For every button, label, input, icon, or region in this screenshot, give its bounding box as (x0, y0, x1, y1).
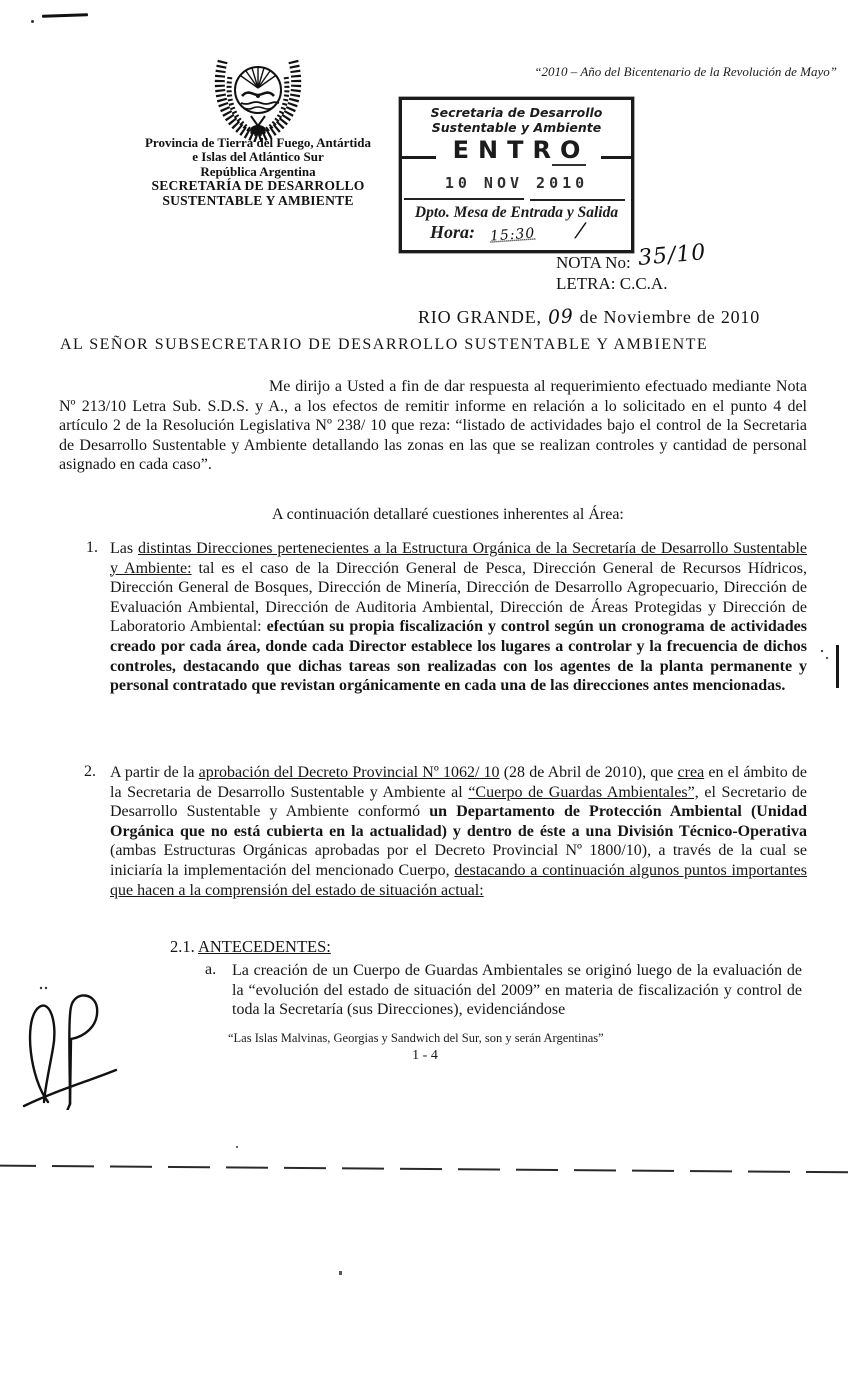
stamp-rule (402, 156, 436, 159)
section-2-1-heading (170, 937, 331, 957)
scan-speck (236, 1146, 238, 1148)
list-item-a (232, 961, 802, 1020)
dateline (418, 306, 760, 328)
list-letter-a: a. (205, 961, 217, 978)
intro-line: A continuación detallaré cuestiones inherentes al Área: (272, 506, 624, 523)
stamp-pen-squiggle: / (575, 217, 586, 243)
stamp-time-handwritten: 15:30 (489, 225, 536, 245)
list-item-2 (110, 763, 807, 900)
pen-dot (31, 20, 34, 23)
stamp-org-line: Sustentable y Ambiente (431, 119, 602, 135)
stamp-org-name (402, 106, 631, 135)
text-segment: A partir de la (110, 764, 199, 781)
letterhead-line: SUSTENTABLE Y AMBIENTE (162, 192, 354, 208)
text-segment: 2.1. (170, 937, 198, 956)
text-segment: en el ámbito de la Secretaria de Desarrollo Sustentable y Ambiente al (110, 764, 808, 801)
list-number-2: 2. (84, 763, 96, 780)
scan-speck (339, 1271, 342, 1275)
footer-quote: “Las Islas Malvinas, Georgias y Sandwich del Sur, son y serán Argentinas” (228, 1031, 604, 1045)
margin-pen-tick (836, 645, 839, 688)
text-segment: un Departamento de Protección Ambiental (Unidad Orgánica que no está cubierta en la actualidad) y dentro de éste a una División Técnico-Operativa (110, 803, 807, 840)
entry-stamp (399, 97, 634, 253)
stamp-entered-word: ENTRO (452, 136, 590, 164)
text-segment: destacando a continuación algunos puntos importantes que hacen a la comprensión del estado de situación actual: (110, 861, 807, 899)
text-segment: “Cuerpo de Guardas Ambientales”, (468, 783, 699, 801)
text-segment: efectúan su propia fiscalización y control según un cronograma de actividades creado por cada área, donde cada Director establece los lugares a controlar y la frecuencia de dichos controles, destacando que dichas tareas son realizadas con los agentes de la planta permanente y personal contratado que revistan orgánicamente en cada una de las direcciones antes mencionadas. (110, 618, 808, 695)
pen-stroke-mark (42, 13, 88, 18)
stamp-rule (601, 156, 631, 159)
letra-line: LETRA: C.C.A. (556, 274, 668, 293)
signature-initials (10, 980, 128, 1110)
text-segment: Me dirijo a Usted a fin de dar respuesta al requerimiento efectuado mediante Nota Nº 213/10 Letra Sub. S.D.S. y A., a los efectos de remitir informe en relación a lo solicitado en el punto 4 del artículo 2 de la Resolución Legislativa Nº 238/ 10 que reza: “listado de actividades bajo el control de la Secretaria de Desarrollo Sustentable y Ambiente detallando las zonas en las que se realizan controles y cantidad de personal asignado en cada caso”. (59, 378, 807, 474)
nota-label: NOTA No: (556, 253, 631, 272)
letterhead-block (103, 136, 413, 208)
coat-of-arms-icon (203, 54, 313, 142)
margin-pen-dots (820, 648, 830, 662)
letterhead-line: República Argentina (200, 163, 316, 179)
stamp-date: 10 NOV 2010 (444, 174, 589, 192)
letterhead-line: e Islas del Atlántico Sur (192, 149, 324, 165)
dateline-place: RIO GRANDE, (418, 307, 542, 327)
stamp-divider (530, 199, 625, 201)
dateline-day-handwritten: 09 (547, 305, 575, 329)
scan-fold-line (0, 1165, 850, 1174)
text-segment: aprobación del Decreto Provincial Nº 1062/ 10 (198, 764, 500, 781)
text-segment: Las (110, 540, 138, 557)
letterhead-line: SECRETARÍA DE DESARROLLO (151, 178, 365, 194)
text-segment: crea (677, 764, 705, 781)
text-segment: (28 de Abril de 2010), que (499, 764, 678, 781)
stamp-divider (404, 198, 524, 200)
text-segment: (ambas Estructuras Orgánicas aprobadas por el Decreto Provincial Nº 1800/10), a través de la cual se iniciaría la implementación del mencionado Cuerpo, (110, 842, 807, 879)
text-segment: ANTECEDENTES: (197, 937, 331, 956)
text-segment: distintas Direcciones pertenecientes a la Estructura Orgánica de la Secretaría de Desarrollo Sustentable y Ambiente: (110, 540, 808, 577)
text-segment: tal es el caso de la Dirección General de Pesca, Dirección General de Recursos Hídricos, Dirección General de Bosques, Dirección de Minería, Dirección de Desarrollo Agropecuario, Dirección de Evaluación Ambiental, Dirección de Auditoria Ambiental, Dirección de Áreas Protegidas y Dirección de Laboratorio Ambiental: (110, 559, 808, 636)
list-item-1 (110, 539, 807, 696)
text-segment: el Secretario de Desarrollo Sustentable y Ambiente conformó (110, 783, 808, 821)
stamp-department: Dpto. Mesa de Entrada y Salida (414, 204, 619, 221)
stamp-time-label: Hora: (430, 222, 475, 242)
stamp-org-line: Secretaria de Desarrollo (430, 105, 603, 120)
dateline-rest: de Noviembre de 2010 (579, 307, 761, 327)
text-segment: La creación de un Cuerpo de Guardas Ambientales se originó luego de la evaluación de la “evolución del estado de situación del 2009” en materia de fiscalización y control de toda la Secretaría (sus Direcciones), evidenciándose (232, 962, 802, 1019)
nota-number-handwritten: 35/10 (637, 240, 708, 271)
letterhead-line: Provincia de Tierra del Fuego, Antártida (144, 135, 372, 150)
addressee-line: AL SEÑOR SUBSECRETARIO DE DESARROLLO SUSTENTABLE Y AMBIENTE (60, 336, 709, 353)
page-number: 1 - 4 (412, 1048, 438, 1063)
opening-paragraph (59, 377, 807, 475)
stamp-rule (552, 164, 586, 166)
list-number-1: 1. (86, 539, 98, 556)
year-motto: “2010 – Año del Bicentenario de la Revolución de Mayo” (534, 64, 837, 79)
